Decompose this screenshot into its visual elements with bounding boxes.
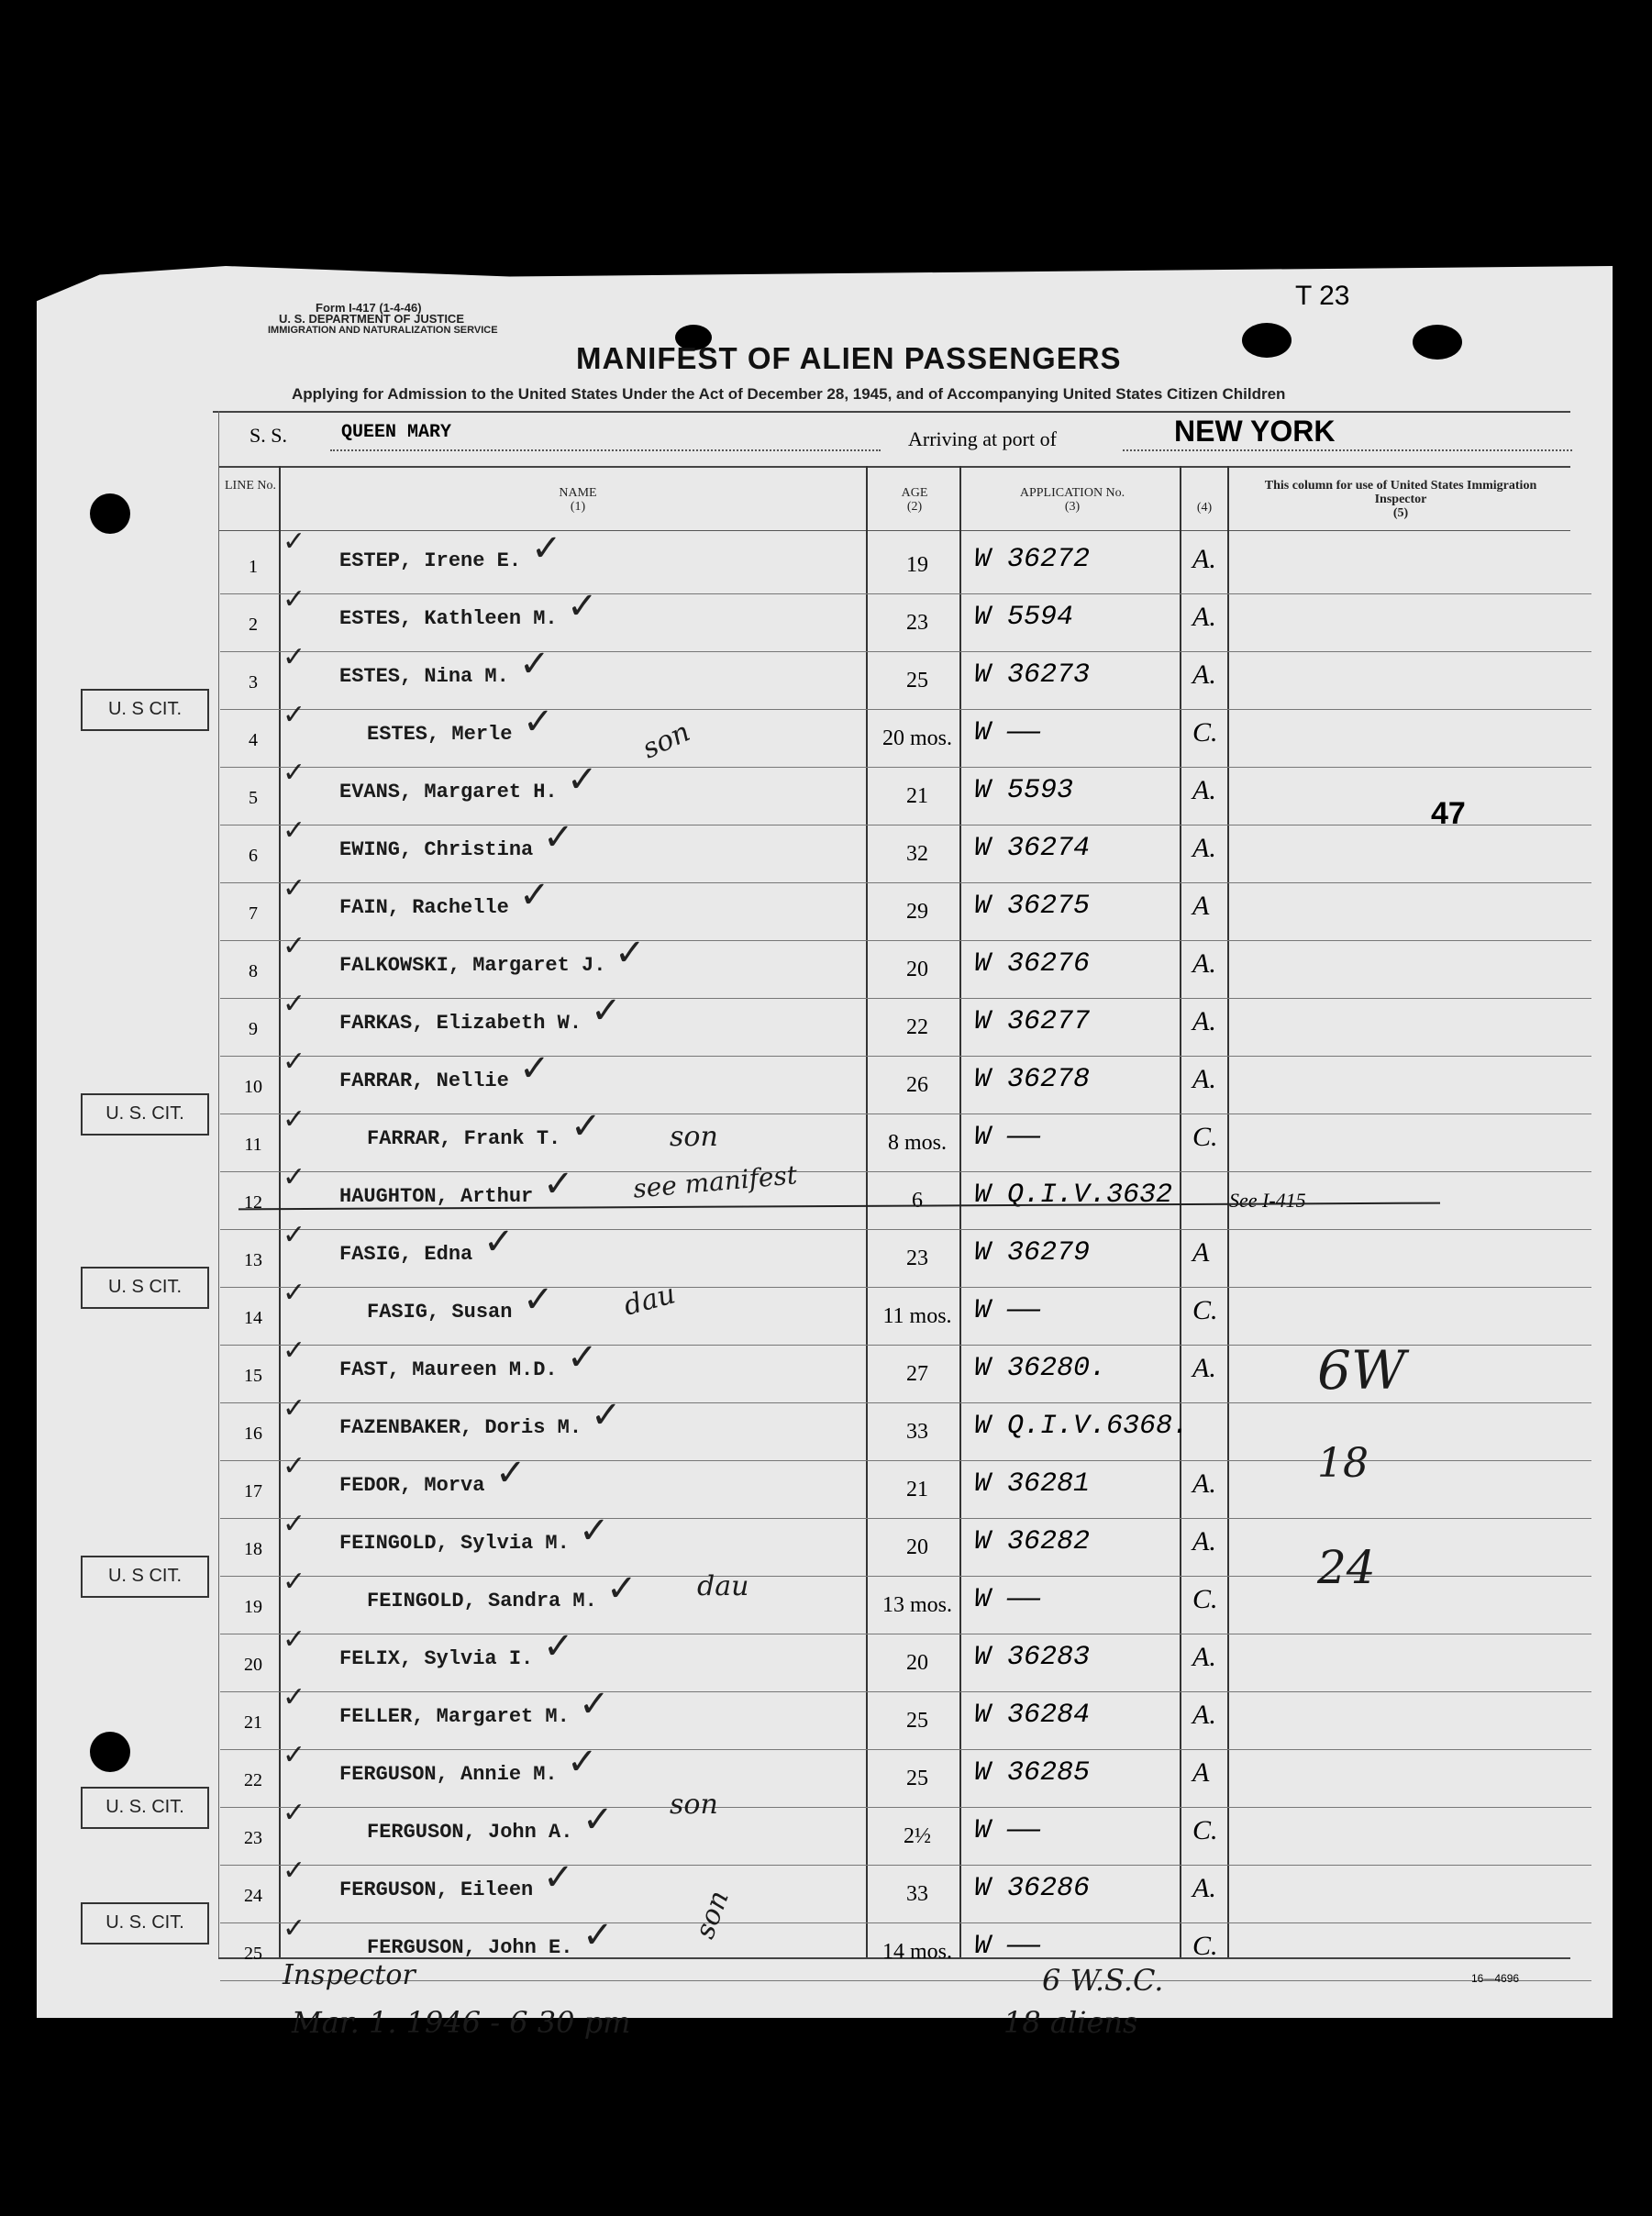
passenger-age: 33 — [906, 1420, 928, 1444]
class-code: A. — [1192, 1700, 1216, 1730]
page-subtitle: Applying for Admission to the United States Under the Act of December 28, 1945, and of Accompanying United States Citizen Children — [292, 385, 1286, 403]
passenger-name: EWING, Christina — [339, 838, 534, 861]
passenger-age: 20 — [906, 958, 928, 981]
form-info — [268, 303, 498, 336]
class-code: C. — [1192, 1295, 1218, 1325]
line-number: 2 — [249, 615, 258, 635]
passenger-name: EVANS, Margaret H. — [339, 781, 558, 803]
passenger-age: 13 mos. — [881, 1593, 952, 1617]
passenger-age: 20 — [906, 1535, 928, 1559]
check-mark-icon: ✓ — [606, 1568, 638, 1610]
table-row — [0, 1172, 1652, 1230]
note-son-25: son — [688, 1886, 736, 1944]
line-number: 19 — [244, 1597, 262, 1617]
passenger-age: 23 — [906, 1246, 928, 1270]
us-citizen-stamp: U. S. CIT. — [81, 1093, 209, 1136]
note-dau-14: dau — [620, 1278, 679, 1323]
passenger-name: FELIX, Sylvia I. — [339, 1647, 534, 1670]
line-number: 22 — [244, 1770, 262, 1790]
passenger-age: 27 — [906, 1362, 928, 1386]
note-see-manifest: see manifest — [631, 1159, 799, 1204]
margin-check-icon: ✓ — [283, 1161, 306, 1193]
application-number: W 5593 — [974, 775, 1074, 806]
us-citizen-stamp: U. S CIT. — [81, 1556, 209, 1598]
header-col4-text: (4) — [1196, 501, 1213, 515]
port-dotline — [1123, 449, 1572, 451]
check-mark-icon: ✓ — [567, 759, 598, 801]
passenger-age: 11 mos. — [882, 1304, 952, 1328]
passenger-name: ESTES, Nina M. — [339, 665, 509, 688]
application-number: W —— — [974, 1931, 1041, 1962]
passenger-age: 21 — [906, 784, 928, 808]
application-number: W 36275 — [974, 891, 1091, 922]
application-number: W 36276 — [974, 948, 1091, 980]
ship-name: QUEEN MARY — [341, 422, 452, 443]
table-row — [0, 999, 1652, 1057]
passenger-name: FARKAS, Elizabeth W. — [339, 1012, 582, 1035]
header-application-num: (3) — [1064, 500, 1081, 514]
check-mark-icon: ✓ — [543, 1625, 574, 1668]
line-number: 12 — [244, 1192, 262, 1213]
table-row — [0, 1866, 1652, 1923]
department: U. S. DEPARTMENT OF JUSTICE — [279, 312, 464, 326]
table-row — [0, 941, 1652, 999]
line-number: 10 — [244, 1077, 262, 1097]
table-row — [0, 1634, 1652, 1692]
passenger-name: HAUGHTON, Arthur — [339, 1185, 534, 1208]
application-number: W 36272 — [974, 544, 1091, 575]
passenger-name: FARRAR, Frank T. — [367, 1127, 561, 1150]
passenger-age: 14 mos. — [881, 1940, 952, 1964]
margin-check-icon: ✓ — [283, 814, 306, 847]
line-number: 21 — [244, 1712, 262, 1733]
passenger-name: FERGUSON, John A. — [367, 1821, 573, 1844]
application-number: W Q.I.V.6368. — [974, 1411, 1190, 1442]
passenger-name: FEINGOLD, Sylvia M. — [339, 1532, 570, 1555]
header-age — [871, 486, 958, 514]
note-aliens: 18 aliens — [1003, 2005, 1138, 2040]
table-row — [0, 1808, 1652, 1866]
passenger-age: 32 — [906, 842, 928, 866]
check-mark-icon: ✓ — [543, 1163, 574, 1205]
margin-check-icon: ✓ — [283, 872, 306, 904]
margin-check-icon: ✓ — [283, 583, 306, 615]
margin-check-icon: ✓ — [283, 988, 306, 1020]
line-number: 16 — [244, 1424, 262, 1444]
table-row — [0, 1750, 1652, 1808]
note-24: 24 — [1317, 1541, 1376, 1594]
passenger-age: 19 — [906, 553, 928, 577]
application-number: W 36274 — [974, 833, 1091, 864]
header-inspector-num: (5) — [1392, 506, 1409, 520]
table-top — [218, 466, 1570, 468]
application-number: W 36273 — [974, 659, 1091, 691]
check-mark-icon: ✓ — [591, 1394, 622, 1436]
table-row — [0, 1114, 1652, 1172]
table-row — [0, 710, 1652, 768]
margin-check-icon: ✓ — [283, 1219, 306, 1251]
passenger-age: 26 — [906, 1073, 928, 1097]
application-number: W 36284 — [974, 1700, 1091, 1731]
application-number: W 36279 — [974, 1237, 1091, 1269]
line-number: 24 — [244, 1886, 262, 1906]
note-wsc: 6 W.S.C. — [1042, 1963, 1164, 1998]
passenger-age: 22 — [906, 1015, 928, 1039]
passenger-name: FERGUSON, Eileen — [339, 1878, 534, 1901]
margin-check-icon: ✓ — [283, 1912, 306, 1945]
margin-check-icon: ✓ — [283, 1681, 306, 1713]
inspector-note: See I-415 — [1229, 1189, 1306, 1212]
header-application — [969, 486, 1176, 514]
note-inspector: Inspector — [283, 1959, 416, 1991]
passenger-age: 8 mos. — [887, 1131, 947, 1155]
arriving-label: Arriving at port of — [908, 427, 1057, 450]
class-code: A. — [1192, 544, 1216, 574]
page-title: MANIFEST OF ALIEN PASSENGERS — [576, 341, 1122, 375]
table-row — [0, 537, 1652, 594]
class-code: A. — [1192, 1873, 1216, 1903]
check-mark-icon: ✓ — [543, 1856, 574, 1899]
header-inspector — [1240, 479, 1561, 520]
class-code: A — [1192, 1757, 1210, 1788]
line-number: 6 — [249, 846, 258, 866]
application-number: W Q.I.V.3632 — [974, 1180, 1173, 1211]
class-code: C. — [1192, 1122, 1218, 1152]
check-mark-icon: ✓ — [495, 1452, 527, 1494]
table-row — [0, 768, 1652, 825]
application-number: W —— — [974, 1295, 1041, 1326]
line-number: 25 — [244, 1944, 262, 1964]
line-number: 23 — [244, 1828, 262, 1848]
passenger-name: FAST, Maureen M.D. — [339, 1358, 558, 1381]
line-number: 5 — [249, 788, 258, 808]
class-code: C. — [1192, 1931, 1218, 1961]
class-code: A. — [1192, 1353, 1216, 1383]
class-code: A. — [1192, 948, 1216, 979]
table-row — [0, 1403, 1652, 1461]
margin-check-icon: ✓ — [283, 1797, 306, 1829]
application-number: W —— — [974, 1584, 1041, 1615]
class-code: A. — [1192, 833, 1216, 863]
class-code: A. — [1192, 659, 1216, 690]
header-line-no-text: LINE No. — [225, 479, 276, 493]
form-number: Form I-417 (1-4-46) — [316, 301, 422, 315]
class-code: A. — [1192, 1468, 1216, 1499]
check-mark-icon: ✓ — [543, 816, 574, 859]
note-son-23: son — [670, 1789, 718, 1821]
header-application-text: APPLICATION No. — [1019, 486, 1125, 500]
passenger-age: 25 — [906, 1709, 928, 1733]
header-name-text: NAME — [559, 486, 597, 500]
check-mark-icon: ✓ — [523, 701, 554, 743]
check-mark-icon: ✓ — [519, 643, 550, 685]
class-code: A — [1192, 891, 1210, 921]
line-number: 11 — [244, 1135, 262, 1155]
check-mark-icon: ✓ — [579, 1683, 610, 1725]
table-row — [0, 652, 1652, 710]
application-number: W 5594 — [974, 602, 1074, 633]
passenger-name: FEINGOLD, Sandra M. — [367, 1590, 597, 1612]
application-number: W 36278 — [974, 1064, 1091, 1095]
margin-check-icon: ✓ — [283, 1335, 306, 1367]
note-son-11: son — [670, 1121, 718, 1153]
passenger-name: FAZENBAKER, Doris M. — [339, 1416, 582, 1439]
check-mark-icon: ✓ — [615, 932, 646, 974]
us-citizen-stamp: U. S CIT. — [81, 1267, 209, 1309]
check-mark-icon: ✓ — [567, 1336, 598, 1379]
punch-hole-top — [90, 493, 130, 534]
passenger-name: FERGUSON, Annie M. — [339, 1763, 558, 1786]
check-mark-icon: ✓ — [582, 1799, 614, 1841]
passenger-age: 25 — [906, 669, 928, 692]
application-number: W 36280. — [974, 1353, 1107, 1384]
class-code: C. — [1192, 1815, 1218, 1845]
table-row — [0, 825, 1652, 883]
margin-check-icon: ✓ — [283, 1103, 306, 1136]
check-mark-icon: ✓ — [579, 1510, 610, 1552]
note-6w: 6W — [1317, 1339, 1406, 1402]
service: IMMIGRATION AND NATURALIZATION SERVICE — [268, 325, 498, 336]
passenger-name: FALKOWSKI, Margaret J. — [339, 954, 606, 977]
passenger-age: 21 — [906, 1478, 928, 1501]
header-age-text: AGE — [901, 486, 928, 500]
application-number: W —— — [974, 1815, 1041, 1846]
margin-check-icon: ✓ — [283, 930, 306, 962]
class-code: A. — [1192, 1064, 1216, 1094]
us-citizen-stamp: U. S CIT. — [81, 689, 209, 731]
line-number: 15 — [244, 1366, 262, 1386]
header-bottom — [218, 530, 1570, 531]
margin-check-icon: ✓ — [283, 1277, 306, 1309]
line-number: 7 — [249, 903, 258, 924]
check-mark-icon: ✓ — [523, 1279, 554, 1321]
check-mark-icon: ✓ — [519, 874, 550, 916]
table-row — [0, 1692, 1652, 1750]
passenger-age: 25 — [906, 1767, 928, 1790]
line-number: 18 — [244, 1539, 262, 1559]
check-mark-icon: ✓ — [531, 527, 562, 570]
table-row — [0, 1577, 1652, 1634]
line-number: 8 — [249, 961, 258, 981]
margin-check-icon: ✓ — [283, 1566, 306, 1598]
form-code: 16—4696 — [1471, 1972, 1520, 1985]
margin-check-icon: ✓ — [283, 1450, 306, 1482]
application-number: W —— — [974, 1122, 1041, 1153]
header-name-num: (1) — [570, 500, 586, 514]
line-number: 4 — [249, 730, 258, 750]
passenger-name: FAIN, Rachelle — [339, 896, 509, 919]
passenger-age: 29 — [906, 900, 928, 924]
us-citizen-stamp: U. S. CIT. — [81, 1902, 209, 1945]
class-code: C. — [1192, 717, 1218, 748]
check-mark-icon: ✓ — [567, 1741, 598, 1783]
application-number: W 36277 — [974, 1006, 1091, 1037]
passenger-age: 6 — [912, 1189, 923, 1213]
top-rule — [213, 411, 1570, 413]
passenger-age: 2½ — [904, 1824, 931, 1848]
check-mark-icon: ✓ — [567, 585, 598, 627]
class-code: C. — [1192, 1584, 1218, 1614]
application-number: W 36282 — [974, 1526, 1091, 1557]
margin-check-icon: ✓ — [283, 1046, 306, 1078]
class-code: A. — [1192, 775, 1216, 805]
table-row — [0, 883, 1652, 941]
check-mark-icon: ✓ — [582, 1914, 614, 1956]
table-row — [0, 1057, 1652, 1114]
class-code: A — [1192, 1237, 1210, 1268]
ship-dotline — [330, 449, 881, 451]
passenger-name: FASIG, Susan — [367, 1301, 513, 1324]
check-mark-icon: ✓ — [483, 1221, 515, 1263]
header-col4 — [1181, 501, 1227, 515]
passenger-name: FARRAR, Nellie — [339, 1069, 509, 1092]
punch-hole-header-1 — [1242, 323, 1292, 358]
class-code: A. — [1192, 1006, 1216, 1036]
note-47: 47 — [1431, 796, 1466, 831]
us-citizen-stamp: U. S. CIT. — [81, 1787, 209, 1829]
passenger-name: ESTES, Kathleen M. — [339, 607, 558, 630]
margin-check-icon: ✓ — [283, 641, 306, 673]
passenger-name: ESTEP, Irene E. — [339, 549, 522, 572]
margin-check-icon: ✓ — [283, 1623, 306, 1656]
note-date: Mar. 1. 1946 - 6 30 pm — [292, 2005, 631, 2040]
corner-mark: T 23 — [1295, 281, 1350, 311]
table-row — [0, 1288, 1652, 1346]
table-row — [0, 594, 1652, 652]
margin-check-icon: ✓ — [283, 699, 306, 731]
line-number: 14 — [244, 1308, 262, 1328]
passenger-name: FEDOR, Morva — [339, 1474, 485, 1497]
application-number: W 36286 — [974, 1873, 1091, 1904]
header-age-num: (2) — [906, 500, 923, 514]
class-code: A. — [1192, 1526, 1216, 1557]
passenger-name: FASIG, Edna — [339, 1243, 473, 1266]
passenger-age: 23 — [906, 611, 928, 635]
margin-check-icon: ✓ — [283, 1508, 306, 1540]
margin-check-icon: ✓ — [283, 757, 306, 789]
margin-check-icon: ✓ — [283, 1739, 306, 1771]
passenger-age: 33 — [906, 1882, 928, 1906]
line-number: 9 — [249, 1019, 258, 1039]
table-row — [0, 1230, 1652, 1288]
passenger-name: FERGUSON, John E. — [367, 1936, 573, 1959]
port-name: NEW YORK — [1174, 415, 1336, 448]
margin-check-icon: ✓ — [283, 526, 306, 558]
line-number: 20 — [244, 1655, 262, 1675]
margin-check-icon: ✓ — [283, 1855, 306, 1887]
table-row — [0, 1519, 1652, 1577]
passenger-age: 20 — [906, 1651, 928, 1675]
header-name — [514, 486, 642, 514]
margin-check-icon: ✓ — [283, 1392, 306, 1424]
passenger-age: 20 mos. — [881, 726, 952, 750]
application-number: W —— — [974, 717, 1041, 748]
punch-hole-header-2 — [1413, 325, 1462, 360]
class-code: A. — [1192, 1642, 1216, 1672]
passenger-name: ESTES, Merle — [367, 723, 513, 746]
note-18: 18 — [1317, 1440, 1369, 1487]
header-inspector-text: This column for use of United States Immigration Inspector — [1264, 479, 1537, 506]
ship-prefix: S. S. — [249, 424, 287, 447]
class-code: A. — [1192, 602, 1216, 632]
check-mark-icon: ✓ — [591, 990, 622, 1032]
application-number: W 36283 — [974, 1642, 1091, 1673]
line-number: 13 — [244, 1250, 262, 1270]
note-son-4: son — [638, 715, 695, 766]
header-line-no — [224, 479, 277, 493]
application-number: W 36281 — [974, 1468, 1091, 1500]
note-dau-19: dau — [697, 1570, 749, 1602]
check-mark-icon: ✓ — [571, 1105, 602, 1147]
line-number: 1 — [249, 557, 258, 577]
check-mark-icon: ✓ — [519, 1047, 550, 1090]
line-number: 3 — [249, 672, 258, 692]
row-rule — [220, 1980, 1591, 1981]
application-number: W 36285 — [974, 1757, 1091, 1789]
table-row — [0, 1923, 1652, 1981]
passenger-name: FELLER, Margaret M. — [339, 1705, 570, 1728]
table-row — [0, 1461, 1652, 1519]
line-number: 17 — [244, 1481, 262, 1501]
